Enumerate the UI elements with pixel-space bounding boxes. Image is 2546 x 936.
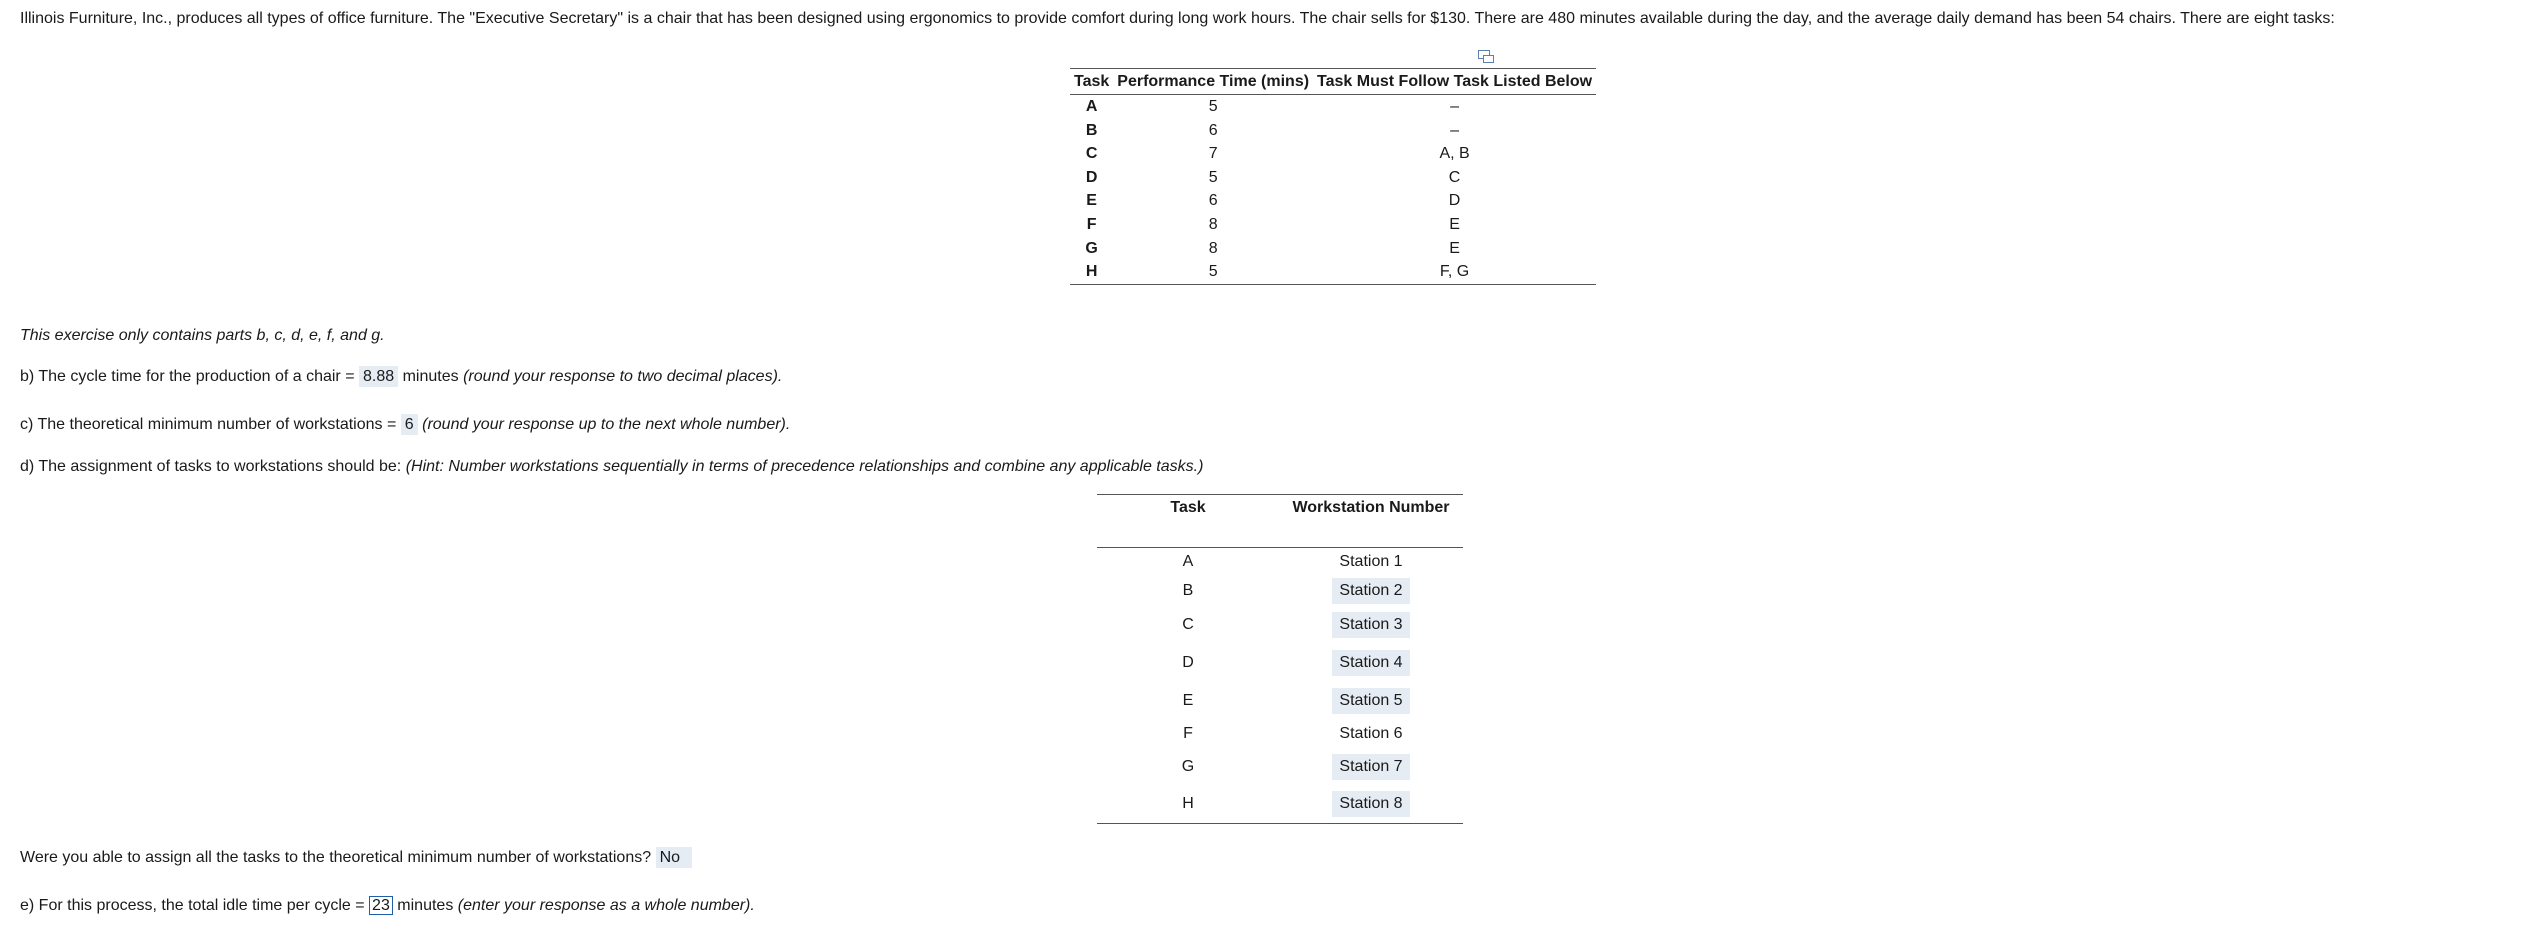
station-row xyxy=(1097,748,1463,786)
station-select[interactable]: Station 4 xyxy=(1332,650,1409,676)
follow-cell: C xyxy=(1448,168,1461,186)
time-cell: 5 xyxy=(1208,263,1218,281)
station-task-cell: C xyxy=(1182,615,1194,633)
part-e-hint: (enter your response as a whole number). xyxy=(457,897,755,914)
station-task-cell: E xyxy=(1182,691,1194,709)
task-cell: E xyxy=(1086,192,1097,210)
task-cell: A xyxy=(1085,98,1098,115)
follow-cell: – xyxy=(1450,98,1459,115)
station-row xyxy=(1097,786,1463,824)
part-c-prefix: c) The theoretical minimum number of workstations = xyxy=(20,416,397,433)
follow-cell: – xyxy=(1450,121,1459,139)
header-performance-time-label: Performance Time (mins) xyxy=(1117,73,1310,90)
task-cell: G xyxy=(1085,239,1098,257)
header-task: Task xyxy=(1074,73,1110,90)
part-e-suffix: minutes xyxy=(397,897,454,914)
task-row xyxy=(1070,260,1596,284)
min-workstation-answer[interactable]: No xyxy=(656,847,692,868)
min-workstations-answer[interactable]: 6 xyxy=(401,414,418,435)
task-cell: H xyxy=(1085,263,1098,281)
task-row xyxy=(1070,213,1596,237)
task-table-container xyxy=(1070,68,1593,285)
task-row xyxy=(1070,237,1596,261)
station-select[interactable]: Station 3 xyxy=(1332,612,1409,638)
idle-time-input[interactable]: 23 xyxy=(369,896,393,915)
station-select: Station 1 xyxy=(1339,553,1403,571)
task-row xyxy=(1070,166,1596,190)
time-cell: 7 xyxy=(1208,145,1218,163)
header-performance-time xyxy=(1113,69,1313,95)
part-d-hint: (Hint: Number workstations sequentially in terms of precedence relationships and combine any applicable tasks.) xyxy=(405,458,1204,475)
follow-cell: A, B xyxy=(1439,145,1470,163)
task-cell: B xyxy=(1085,121,1098,139)
station-select[interactable]: Station 8 xyxy=(1332,791,1409,817)
station-row xyxy=(1097,577,1463,606)
task-cell: F xyxy=(1086,215,1097,233)
time-cell: 5 xyxy=(1208,98,1218,115)
station-task-cell: H xyxy=(1182,795,1194,813)
station-table-container xyxy=(1097,494,1463,824)
task-cell: D xyxy=(1085,168,1098,186)
time-cell: 6 xyxy=(1208,121,1218,139)
station-select[interactable]: Station 7 xyxy=(1332,754,1409,780)
station-table xyxy=(1097,494,1463,824)
station-cell xyxy=(1279,548,1463,577)
station-select: Station 6 xyxy=(1339,724,1403,742)
follow-cell: D xyxy=(1448,192,1461,210)
station-task-cell: G xyxy=(1181,757,1195,775)
problem-intro: Illinois Furniture, Inc., produces all types of office furniture. The "Executive Secretary" is a chair that has been designed using ergonomics to provide comfort during long work hours. The chair sells for $130. There are 480 minutes available during the day, and the average daily demand has been 54 chairs. There are eight tasks: xyxy=(20,10,2335,27)
time-cell: 8 xyxy=(1208,215,1218,233)
part-b-suffix: minutes xyxy=(402,368,459,385)
task-row xyxy=(1070,142,1596,166)
station-row xyxy=(1097,682,1463,720)
header-workstation-number: Workstation Number xyxy=(1292,499,1450,516)
part-b xyxy=(20,368,782,386)
part-c-hint: (round your response up to the next whole number). xyxy=(422,416,791,433)
exercise-note-text: This exercise only contains parts b, c, d, e, f, and g. xyxy=(20,327,385,344)
min-workstation-question-text: Were you able to assign all the tasks to the theoretical minimum number of workstations? xyxy=(20,849,652,866)
header-task-must-follow-label: Task Must Follow Task Listed Below xyxy=(1317,73,1593,90)
station-cell xyxy=(1279,720,1463,748)
station-select[interactable]: Station 2 xyxy=(1332,578,1409,604)
time-cell: 8 xyxy=(1208,239,1218,257)
part-e-prefix: e) For this process, the total idle time per cycle = xyxy=(20,897,365,914)
station-row xyxy=(1097,720,1463,748)
station-cell xyxy=(1279,606,1463,644)
station-select[interactable]: Station 5 xyxy=(1332,688,1409,714)
station-cell xyxy=(1279,644,1463,682)
station-row xyxy=(1097,644,1463,682)
task-cell: C xyxy=(1085,145,1098,163)
task-row xyxy=(1070,189,1596,213)
part-c xyxy=(20,416,790,434)
station-task-cell: D xyxy=(1182,653,1194,671)
cycle-time-answer[interactable]: 8.88 xyxy=(359,366,398,387)
part-e xyxy=(20,897,755,915)
min-workstation-question xyxy=(20,849,692,867)
follow-cell: E xyxy=(1449,239,1460,257)
part-b-prefix: b) The cycle time for the production of a chair = xyxy=(20,368,355,385)
exercise-note xyxy=(20,327,385,345)
part-d xyxy=(20,458,1203,476)
header-task-must-follow xyxy=(1313,69,1596,95)
station-task-cell: B xyxy=(1182,582,1194,599)
time-cell: 6 xyxy=(1208,192,1218,210)
expand-table-icon[interactable] xyxy=(1478,50,1494,63)
station-cell xyxy=(1279,682,1463,720)
task-table xyxy=(1070,68,1596,285)
station-task-cell: F xyxy=(1183,724,1193,742)
follow-cell: F, G xyxy=(1439,263,1470,281)
part-d-prefix: d) The assignment of tasks to workstations should be: xyxy=(20,458,402,475)
follow-cell: E xyxy=(1449,215,1460,233)
station-row xyxy=(1097,548,1463,577)
time-cell: 5 xyxy=(1208,168,1218,186)
task-row xyxy=(1070,119,1596,143)
station-cell xyxy=(1279,786,1463,824)
station-row xyxy=(1097,606,1463,644)
station-cell xyxy=(1279,577,1463,606)
header-station-task: Task xyxy=(1170,499,1206,516)
part-b-hint: (round your response to two decimal places). xyxy=(463,368,783,385)
task-row xyxy=(1070,95,1596,119)
station-cell xyxy=(1279,748,1463,786)
station-task-cell: A xyxy=(1182,553,1194,571)
